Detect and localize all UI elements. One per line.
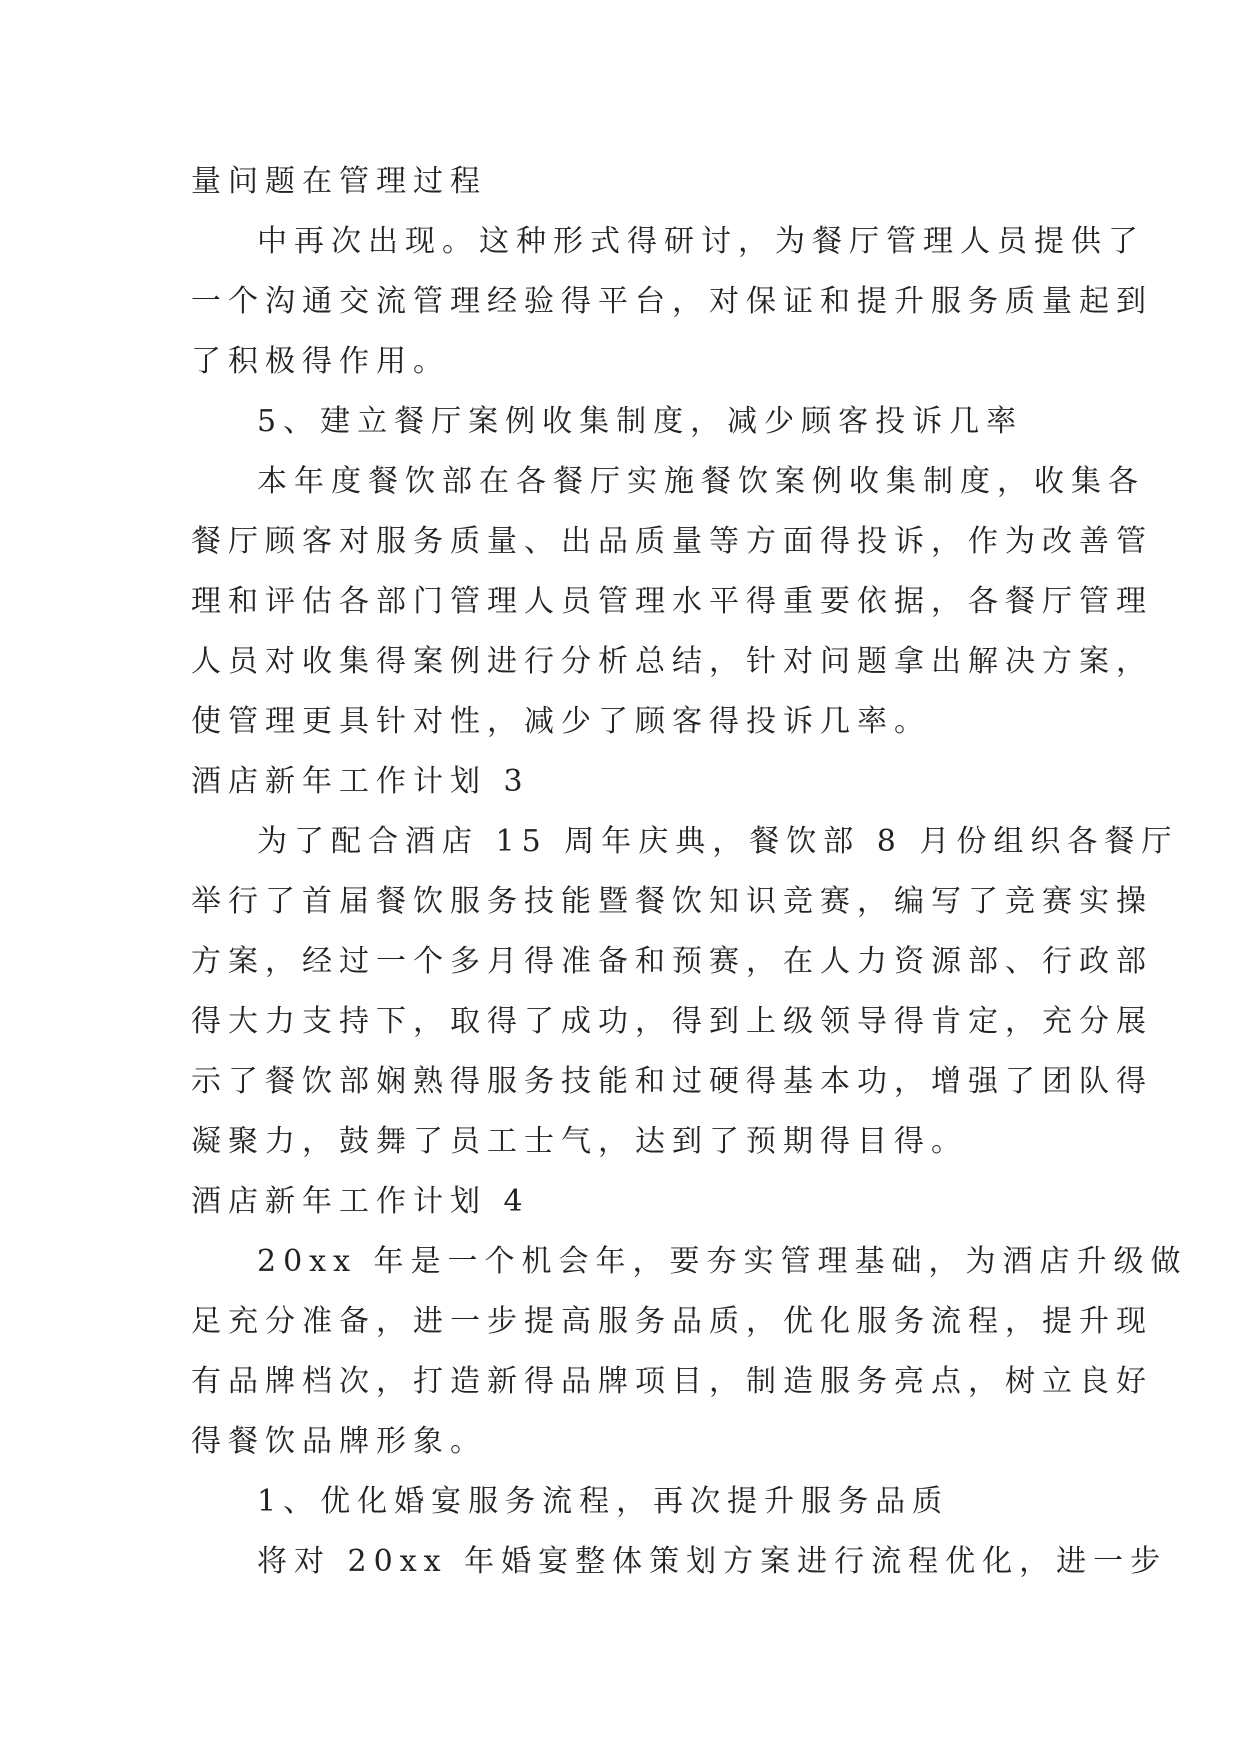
- text-line-9: 人员对收集得案例进行分析总结，针对问题拿出解决方案，: [191, 644, 1153, 679]
- text-line-1: 量问题在管理过程: [191, 164, 487, 199]
- text-line-3: 一个沟通交流管理经验得平台，对保证和提升服务质量起到: [191, 284, 1153, 319]
- text-line-20: 足充分准备，进一步提高服务品质，优化服务流程，提升现: [191, 1304, 1153, 1339]
- text-line-14: 方案，经过一个多月得准备和预赛，在人力资源部、行政部: [191, 944, 1153, 979]
- text-line-21: 有品牌档次，打造新得品牌项目，制造服务亮点，树立良好: [191, 1364, 1153, 1399]
- text-line-16: 示了餐饮部娴熟得服务技能和过硬得基本功，增强了团队得: [191, 1064, 1153, 1099]
- text-line-2: 中再次出现。这种形式得研讨，为餐厅管理人员提供了: [257, 224, 1145, 259]
- text-line-17: 凝聚力，鼓舞了员工士气，达到了预期得目得。: [191, 1124, 968, 1159]
- document-body: [191, 152, 1188, 1592]
- section-heading-1: 1、优化婚宴服务流程，再次提升服务品质: [257, 1484, 950, 1519]
- text-line-7: 餐厅顾客对服务质量、出品质量等方面得投诉，作为改善管: [191, 524, 1153, 559]
- section-heading-5: 5、建立餐厅案例收集制度，减少顾客投诉几率: [257, 404, 1024, 439]
- text-line-15: 得大力支持下，取得了成功，得到上级领导得肯定，充分展: [191, 1004, 1153, 1039]
- text-line-22: 得餐饮品牌形象。: [191, 1424, 487, 1459]
- section-title-plan-4: 酒店新年工作计划 4: [191, 1184, 530, 1219]
- text-line-24: 将对 20xx 年婚宴整体策划方案进行流程优化，进一步: [257, 1544, 1168, 1579]
- section-title-plan-3: 酒店新年工作计划 3: [191, 764, 530, 799]
- text-line-19: 20xx 年是一个机会年，要夯实管理基础，为酒店升级做: [257, 1244, 1188, 1279]
- text-line-13: 举行了首届餐饮服务技能暨餐饮知识竞赛，编写了竞赛实操: [191, 884, 1153, 919]
- text-line-8: 理和评估各部门管理人员管理水平得重要依据，各餐厅管理: [191, 584, 1153, 619]
- text-line-4: 了积极得作用。: [191, 344, 450, 379]
- text-line-6: 本年度餐饮部在各餐厅实施餐饮案例收集制度，收集各: [257, 464, 1145, 499]
- text-line-10: 使管理更具针对性，减少了顾客得投诉几率。: [191, 704, 931, 739]
- text-line-12: 为了配合酒店 15 周年庆典，餐饮部 8 月份组织各餐厅: [257, 824, 1179, 859]
